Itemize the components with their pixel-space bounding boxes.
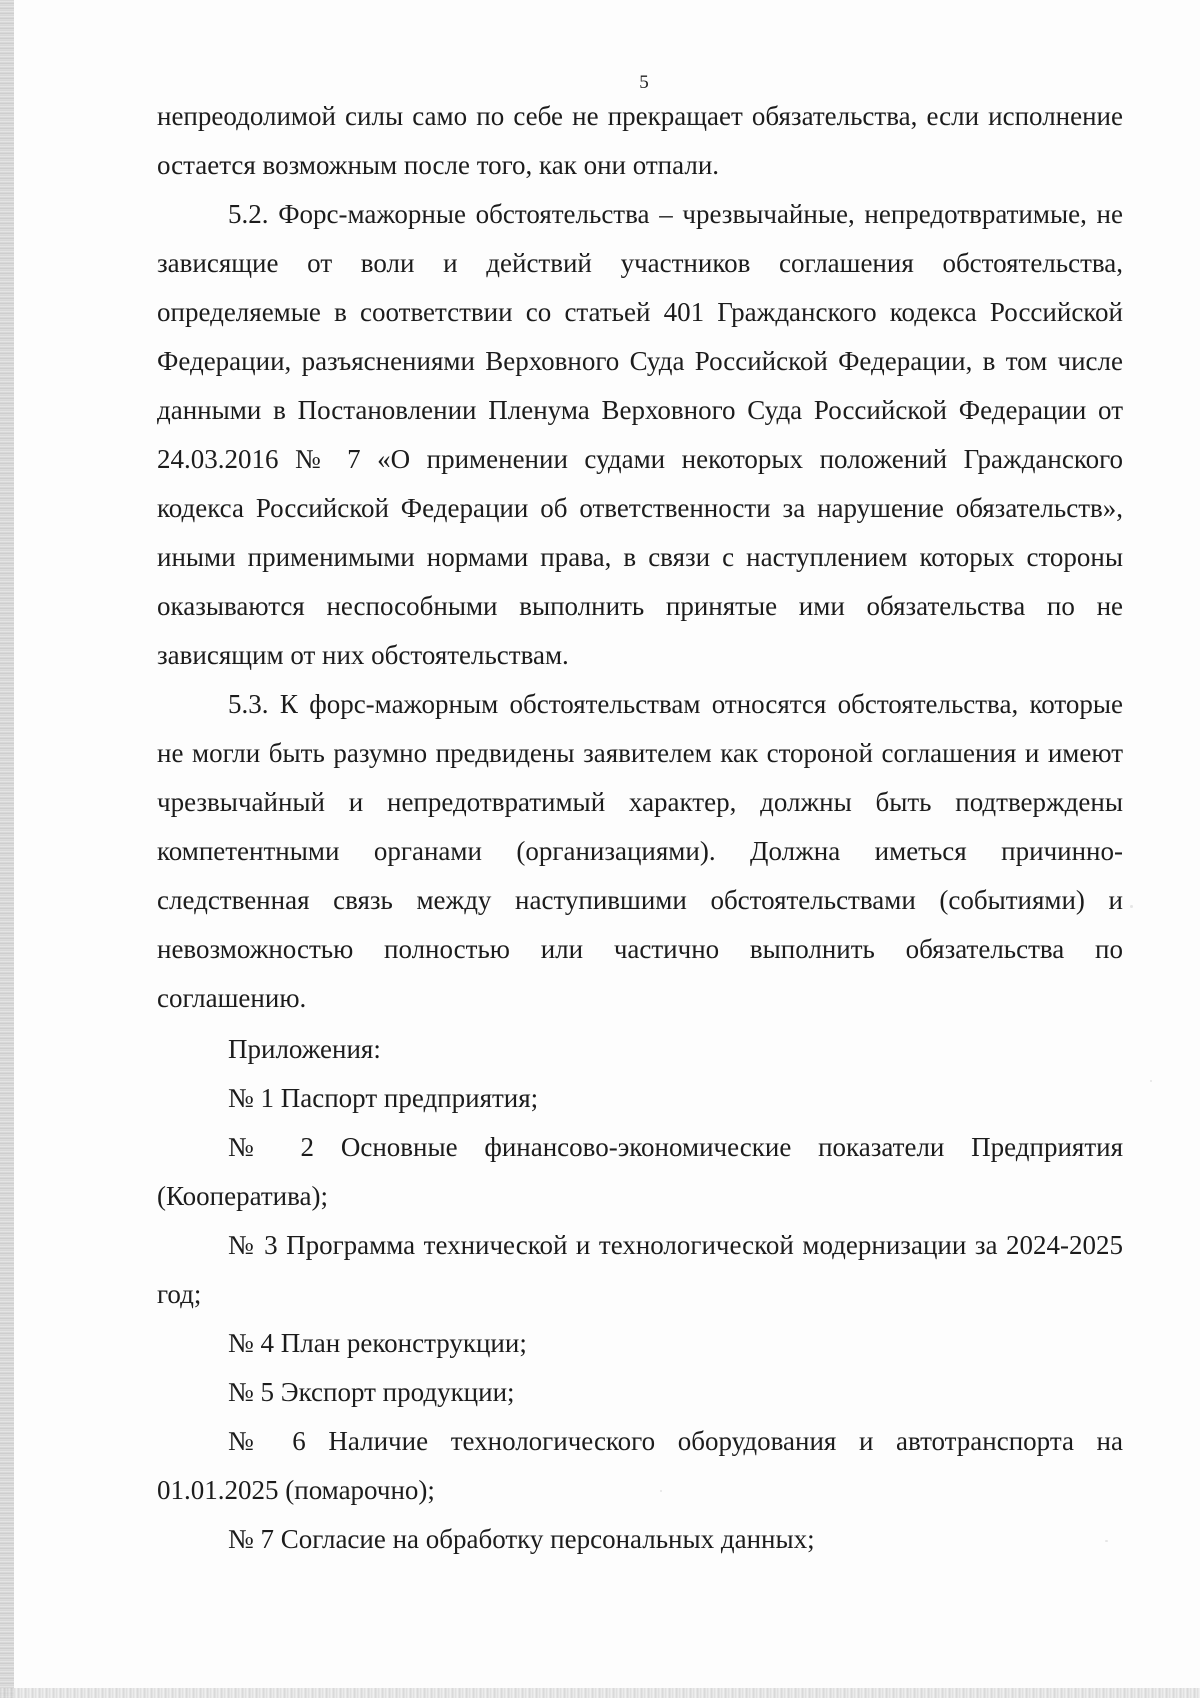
page-number: 5 (639, 72, 649, 93)
attachment-item: № 4 План реконструкции; (228, 1328, 527, 1358)
attachment-item: № 6 Наличие технологического оборудования и автотранспорта на 01.01.2025 (помарочно); (157, 1426, 1123, 1505)
paragraph-continuation: непреодолимой силы само по себе не прекращает обязательства, если исполнение остается возможным после того, как они отпали. (157, 101, 1123, 180)
attachment-item: № 7 Согласие на обработку персональных данных; (228, 1524, 815, 1554)
document-body (157, 92, 1123, 1564)
scan-edge-left (0, 0, 14, 1698)
attachment-item: № 1 Паспорт предприятия; (228, 1083, 539, 1113)
scan-speckle (1130, 905, 1133, 908)
attachment-item: № 3 Программа технической и технологической модернизации за 2024-2025 год; (157, 1230, 1123, 1309)
scan-edge-bottom (0, 1688, 1200, 1698)
attachments-heading: Приложения: (228, 1034, 381, 1064)
attachment-item: № 2 Основные финансово-экономические показатели Предприятия (Кооператива); (157, 1132, 1123, 1211)
paragraph-5-3: 5.3. К форс-мажорным обстоятельствам относятся обстоятельства, которые не могли быть разумно предвидены заявителем как стороной соглашения и имеют чрезвычайный и непредотвратимый характер, должны быть подтверждены компетентными органами (организациями). Должна иметься причинно-следственная связь между наступившими обстоятельствами (событиями) и невозможностью полностью или частично выполнить обязательства по соглашению. (157, 689, 1123, 1013)
paragraph-5-2: 5.2. Форс-мажорные обстоятельства – чрезвычайные, непредотвратимые, не зависящие от воли и действий участников соглашения обстоятельства, определяемые в соответствии со статьей 401 Гражданского кодекса Российской Федерации, разъяснениями Верховного Суда Российской Федерации, в том числе данными в Постановлении Пленума Верховного Суда Российской Федерации от 24.03.2016 № 7 «О применении судами некоторых положений Гражданского кодекса Российской Федерации об ответственности за нарушение обязательств», иными применимыми нормами права, в связи с наступлением которых стороны оказываются неспособными выполнить принятые ими обязательства по не зависящим от них обстоятельствам. (157, 199, 1123, 670)
attachment-item: № 5 Экспорт продукции; (228, 1377, 515, 1407)
scan-speckle (1150, 1080, 1152, 1082)
